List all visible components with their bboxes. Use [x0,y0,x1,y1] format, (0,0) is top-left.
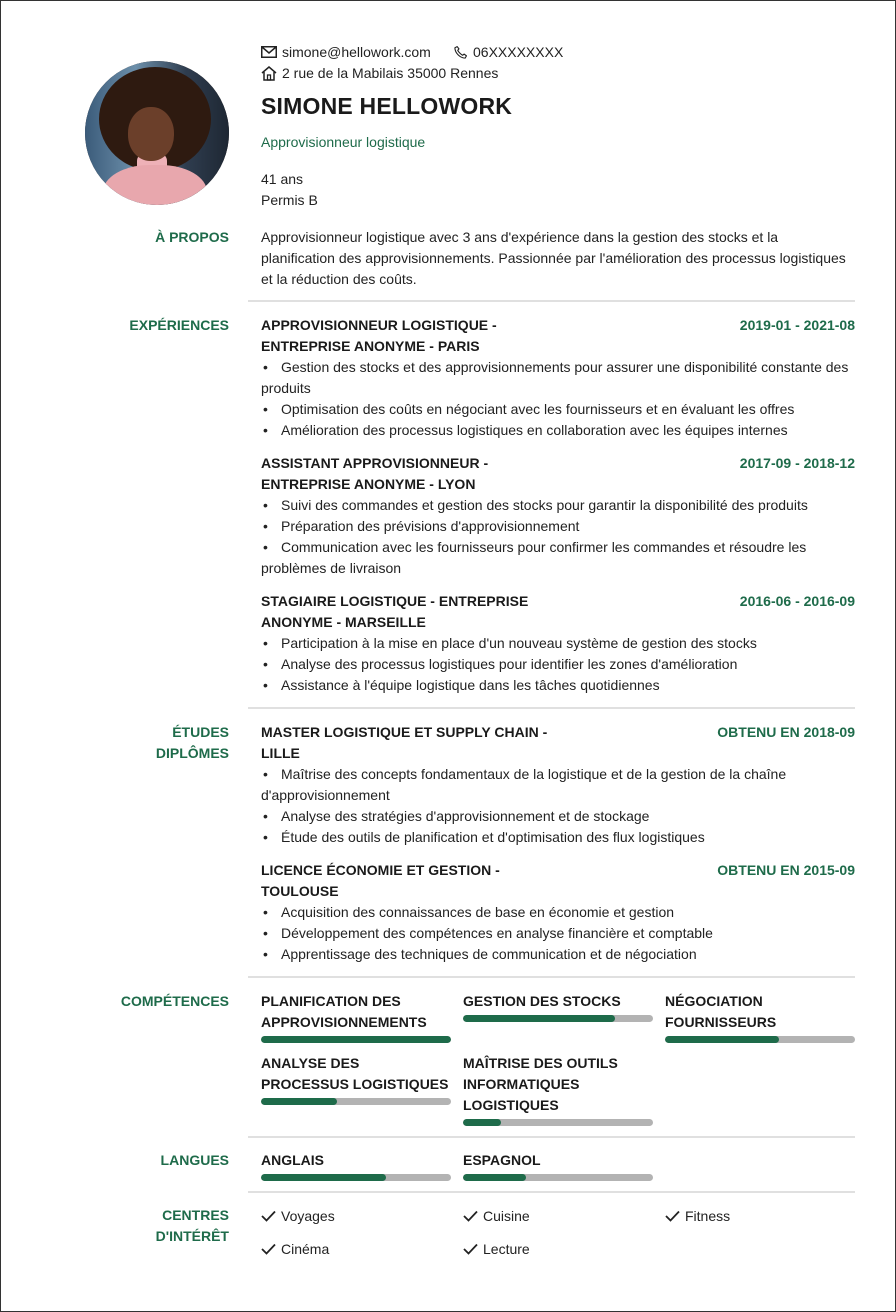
skill-label: GESTION DES STOCKS [463,993,621,1009]
education-bullets [261,764,855,848]
experience-date: 2016-06 - 2016-09 [739,593,855,609]
email-contact [261,43,431,61]
interests-section-title: CENTRES D'INTÉRÊT [155,1207,229,1244]
experience-bullets [261,633,855,696]
education-date: OBTENU EN 2015-09 [717,862,855,878]
education-section-title: ÉTUDES DIPLÔMES [155,724,229,761]
check-icon [463,1243,478,1255]
skill-label: NÉGOCIATION FOURNISSEURS [665,993,777,1030]
skills-section-title: COMPÉTENCES [120,993,229,1009]
divider [248,1136,855,1138]
phone-contact [453,43,563,61]
list-item: • Apprentissage des techniques de communication et de négociation [263,946,697,962]
experience-title: APPROVISIONNEUR LOGISTIQUE - ENTREPRISE ANONYME - PARIS [261,317,497,354]
experience-bullets [261,495,855,579]
list-item: • Amélioration des processus logistiques en collaboration avec les équipes internes [263,422,788,438]
interest-item: Lecture [463,1238,530,1259]
education-title: MASTER LOGISTIQUE ET SUPPLY CHAIN - LILLE [261,724,548,761]
check-icon [463,1210,478,1222]
list-item: • Maîtrise des concepts fondamentaux de la logistique et de la gestion de la chaîne d'approvisionnement [261,766,787,803]
driving-license: Permis B [261,192,318,208]
experience-title: STAGIAIRE LOGISTIQUE - ENTREPRISE ANONYME - MARSEILLE [261,593,529,630]
language-level-bar [463,1174,653,1181]
interest-item: Voyages [261,1205,335,1226]
skill-item [463,991,653,1022]
skill-item [261,1053,451,1105]
skill-level-bar [665,1036,855,1043]
interest-item: Cinéma [261,1238,329,1259]
phone-text: 06XXXXXXXX [473,44,564,60]
list-item: • Communication avec les fournisseurs pour confirmer les commandes et résoudre les problèmes de livraison [261,539,807,576]
skill-item [665,991,855,1043]
about-section-title: À PROPOS [155,229,229,245]
list-item: • Assistance à l'équipe logistique dans les tâches quotidiennes [263,677,660,693]
education-title: LICENCE ÉCONOMIE ET GESTION - TOULOUSE [261,862,500,899]
address-text: 2 rue de la Mabilais 35000 Rennes [282,65,499,81]
language-level-bar [261,1174,451,1181]
experience-date: 2017-09 - 2018-12 [739,455,855,471]
divider [248,300,855,302]
skill-label: ANALYSE DES PROCESSUS LOGISTIQUES [261,1055,449,1092]
divider [248,976,855,978]
education-bullets [261,902,855,965]
skill-item [261,991,451,1043]
list-item: • Étude des outils de planification et d'optimisation des flux logistiques [263,829,705,845]
skill-level-bar [463,1015,653,1022]
check-icon [261,1243,276,1255]
home-icon [261,66,277,81]
list-item: • Développement des compétences en analyse financière et comptable [263,925,713,941]
skill-label: MAÎTRISE DES OUTILS INFORMATIQUES LOGISTIQUES [463,1055,618,1113]
profile-photo [85,61,229,205]
age: 41 ans [261,171,304,187]
skill-level-bar [261,1098,451,1105]
list-item: • Analyse des stratégies d'approvisionnement et de stockage [263,808,650,824]
language-item [261,1150,451,1181]
phone-icon [453,45,468,60]
interest-item: Fitness [665,1205,730,1226]
experience-bullets [261,357,855,441]
check-icon [665,1210,680,1222]
skill-level-bar [463,1119,653,1126]
skill-label: PLANIFICATION DES APPROVISIONNEMENTS [261,993,427,1030]
language-label: ESPAGNOL [463,1152,541,1168]
list-item: • Préparation des prévisions d'approvisionnement [263,518,580,534]
about-text: Approvisionneur logistique avec 3 ans d'expérience dans la gestion des stocks et la planification des approvisionnements. Passionnée par l'amélioration des processus logistiques et la réduction des coûts. [261,229,846,287]
skill-item [463,1053,653,1126]
experience-title: ASSISTANT APPROVISIONNEUR - ENTREPRISE ANONYME - LYON [261,455,489,492]
language-item [463,1150,653,1181]
skill-level-bar [261,1036,451,1043]
language-label: ANGLAIS [261,1152,324,1168]
check-icon [261,1210,276,1222]
interest-item: Cuisine [463,1205,530,1226]
divider [248,707,855,709]
education-date: OBTENU EN 2018-09 [717,724,855,740]
list-item: • Acquisition des connaissances de base en économie et gestion [263,904,675,920]
list-item: • Gestion des stocks et des approvisionnements pour assurer une disponibilité constante des produits [261,359,849,396]
address-contact [261,64,498,82]
experiences-section-title: EXPÉRIENCES [129,317,229,333]
list-item: • Optimisation des coûts en négociant avec les fournisseurs et en évaluant les offres [263,401,795,417]
candidate-name: SIMONE HELLOWORK [261,93,513,119]
list-item: • Suivi des commandes et gestion des stocks pour garantir la disponibilité des produits [263,497,808,513]
email-text: simone@hellowork.com [282,44,431,60]
experience-date: 2019-01 - 2021-08 [739,317,855,333]
list-item: • Analyse des processus logistiques pour identifier les zones d'amélioration [263,656,738,672]
job-title: Approvisionneur logistique [261,134,426,150]
list-item: • Participation à la mise en place d'un nouveau système de gestion des stocks [263,635,757,651]
mail-icon [261,46,277,58]
languages-section-title: LANGUES [160,1152,229,1168]
divider [248,1191,855,1193]
